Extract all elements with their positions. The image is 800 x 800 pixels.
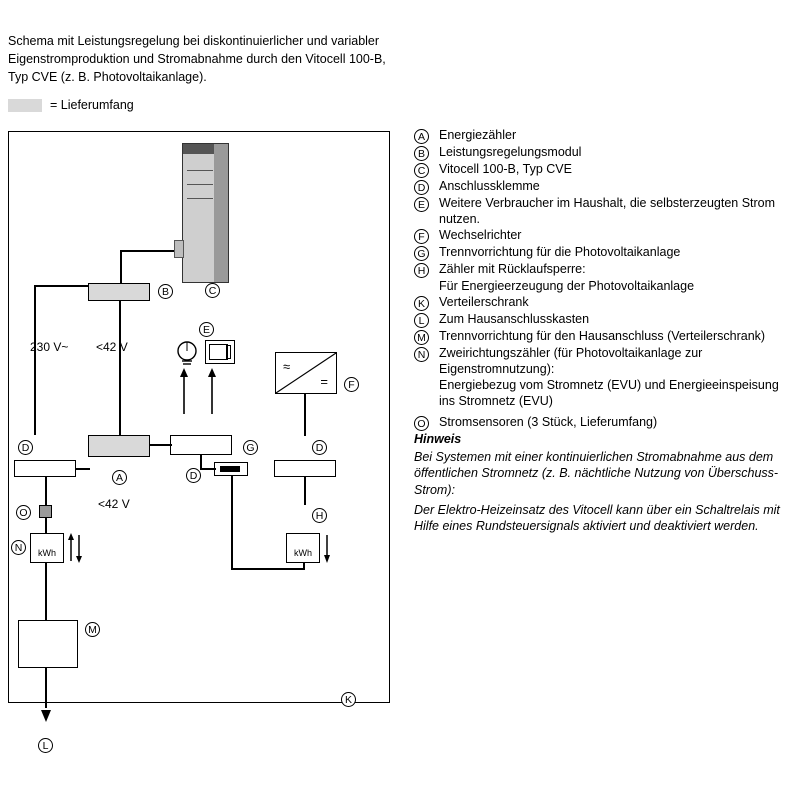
marker-N: N — [11, 540, 26, 555]
legend-text-B: Leistungsregelungsmodul — [439, 145, 582, 159]
marker-G: G — [243, 440, 258, 455]
legend-text-C: Vitocell 100-B, Typ CVE — [439, 162, 572, 176]
legend-item-O — [414, 415, 794, 431]
main-disconnector-M — [18, 620, 78, 668]
legend-subtext-N: Energiebezug vom Stromnetz (EVU) und Energieeinspeisung ins Stromnetz (EVU) — [439, 378, 779, 408]
feed-in-meter-H — [286, 533, 320, 563]
marker-C: C — [205, 283, 220, 298]
marker-K: K — [341, 692, 356, 707]
hinweis-paragraph-1: Bei Systemen mit einer kontinuierlichen Stromabnahme aus dem öffentlichen Stromnetz (z. B. nächtliche Nutzung von Überschuss-Strom): — [414, 450, 779, 497]
legend-item-D — [414, 179, 794, 195]
hinweis-title: Hinweis — [414, 432, 462, 446]
vitocell-cylinder — [182, 143, 229, 283]
legend-item-E — [414, 196, 794, 227]
legend-item-F — [414, 228, 794, 244]
legend-key-E: E — [414, 197, 429, 212]
legend-item-L — [414, 312, 794, 328]
feed-in-arrow-icon — [322, 533, 334, 563]
outgoing-arrow-icon — [38, 700, 54, 724]
legend-text-K: Verteilerschrank — [439, 294, 529, 309]
legend-item-N — [414, 346, 794, 377]
legend-item-A — [414, 128, 794, 144]
marker-A: A — [112, 470, 127, 485]
inverter-dc-symbol: = — [320, 374, 328, 389]
legend-text-N: Zweirichtungszähler (für Photovoltaikanlage zur Eigenstromnutzung): — [439, 345, 703, 376]
label-lowvoltage-bottom: <42 V — [98, 497, 130, 511]
monitor-icon — [205, 340, 235, 364]
legend-text-M: Trennvorrichtung für den Hausanschluss (Verteilerschrank) — [439, 328, 766, 343]
legend-item-K — [414, 295, 794, 311]
legend-item-C — [414, 162, 794, 178]
marker-E: E — [199, 322, 214, 337]
supply-scope-swatch — [8, 99, 42, 112]
legend-text-D: Anschlussklemme — [439, 179, 540, 193]
legend-text-O: Stromsensoren (3 Stück, Lieferumfang) — [439, 415, 658, 430]
hinweis-paragraph-2: Der Elektro-Heizeinsatz des Vitocell kann über ein Schaltrelais mit Hilfe eines Rundsteuersignals aktiviert und deaktiviert werden. — [414, 502, 780, 533]
current-sensor-O — [39, 505, 52, 518]
lamp-icon — [176, 340, 198, 366]
legend-key-O: O — [414, 416, 429, 431]
label-230v: 230 V~ — [30, 340, 69, 354]
legend-text-G: Trennvorrichtung für die Photovoltaikanlage — [439, 245, 681, 260]
label-lowvoltage-top: <42 V — [96, 340, 128, 354]
meter-N-label: kWh — [38, 548, 56, 558]
legend-item-G — [414, 245, 794, 261]
legend-text-A: Energiezähler — [439, 128, 517, 142]
legend-item-M — [414, 329, 794, 345]
legend-key-L: L — [414, 313, 429, 328]
bidirectional-arrows-icon — [66, 533, 84, 563]
marker-D-middle: D — [186, 468, 201, 483]
hinweis-block — [414, 432, 792, 538]
power-control-module-B — [88, 283, 150, 301]
legend-key-N: N — [414, 347, 429, 362]
legend-item-H — [414, 262, 794, 278]
bidirectional-meter-N — [30, 533, 64, 563]
legend-key-B: B — [414, 146, 429, 161]
marker-L: L — [38, 738, 53, 753]
legend-item-B — [414, 145, 794, 161]
legend-key-C: C — [414, 163, 429, 178]
marker-M: M — [85, 622, 100, 637]
legend-text-F: Wechselrichter — [439, 228, 522, 243]
supply-scope-legend — [8, 98, 134, 112]
meter-H-label: kWh — [294, 548, 312, 558]
legend-key-M: M — [414, 330, 429, 345]
consumer-arrows — [176, 368, 236, 414]
legend-text-E: Weitere Verbraucher im Haushalt, die selbsterzeugten Strom nutzen. — [439, 196, 776, 226]
supply-scope-label: = Lieferumfang — [50, 98, 134, 112]
legend-subtext-H: Für Energieerzeugung der Photovoltaikanlage — [439, 279, 695, 294]
terminal-block-D-right — [274, 460, 336, 477]
marker-O: O — [16, 505, 31, 520]
legend-key-D: D — [414, 180, 429, 195]
marker-H: H — [312, 508, 327, 523]
inverter-F — [275, 352, 337, 394]
legend-key-A: A — [414, 129, 429, 144]
energy-meter-A-block — [88, 435, 150, 457]
legend-key-F: F — [414, 229, 429, 244]
legend-key-K: K — [414, 296, 429, 311]
terminal-block-D-middle — [170, 435, 232, 455]
legend-key-G: G — [414, 246, 429, 261]
disconnector-G-contact — [220, 466, 240, 472]
terminal-block-D-left — [14, 460, 76, 477]
legend-list — [414, 128, 794, 432]
marker-D-left: D — [18, 440, 33, 455]
legend-text-H: Zähler mit Rücklaufsperre: — [439, 262, 586, 277]
marker-D-right: D — [312, 440, 327, 455]
inverter-ac-symbol: ≈ — [283, 359, 291, 374]
legend-key-H: H — [414, 263, 429, 278]
legend-text-L: Zum Hausanschlusskasten — [439, 311, 590, 326]
marker-F: F — [344, 377, 359, 392]
marker-B: B — [158, 284, 173, 299]
intro-paragraph: Schema mit Leistungsregelung bei diskontinuierlicher und variabler Eigenstromproduktion und Stromabnahme durch den Vitocell 100-B, Typ CVE (z. B. Photovoltaikanlage). — [8, 34, 386, 85]
